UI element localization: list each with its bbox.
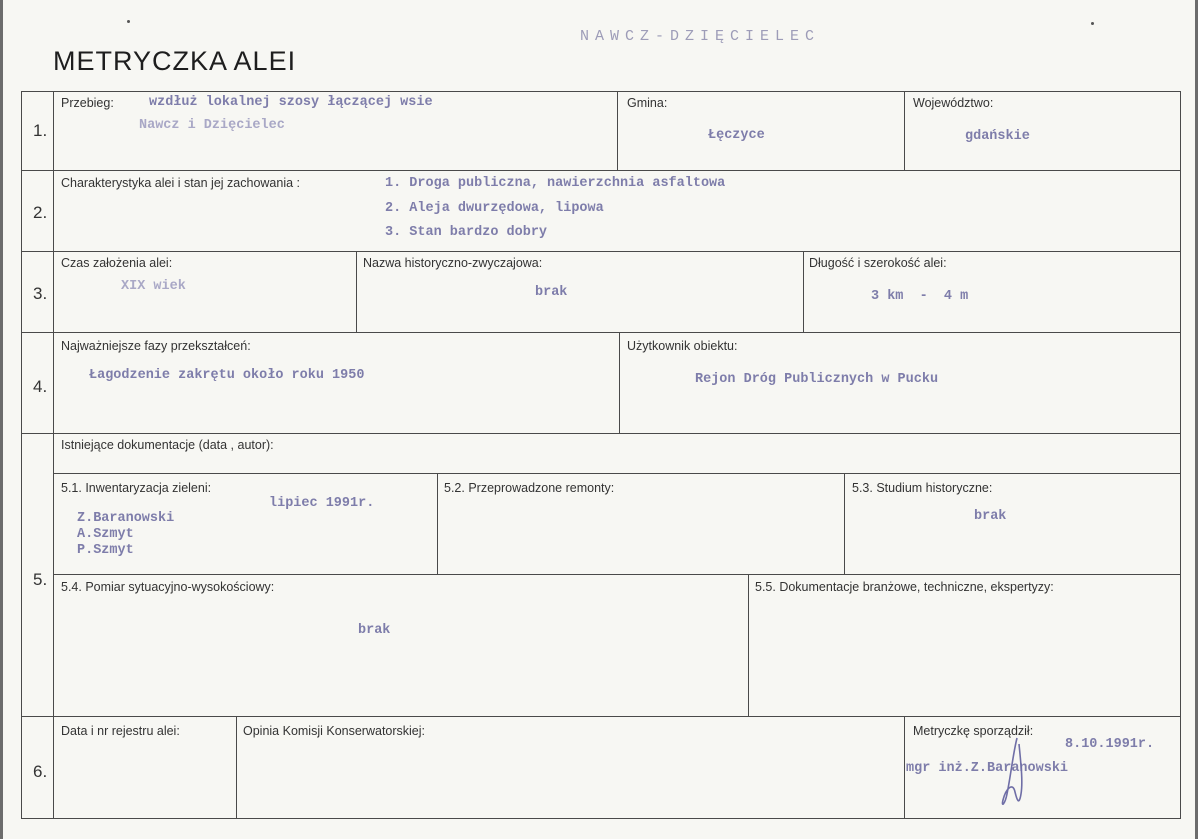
rule-row6-v1	[236, 716, 237, 818]
rule-bottom	[21, 818, 1181, 819]
charakterystyka-item-3: 3. Stan bardzo dobry	[385, 225, 548, 240]
przebieg-value-line1: wzdłuż lokalnej szosy łączącej wsie	[149, 95, 433, 110]
rule-row4-top	[21, 332, 1181, 333]
dlugosc-label: Długość i szerokość alei:	[809, 256, 947, 270]
s54-label: 5.4. Pomiar sytuacyjno-wysokościowy:	[61, 580, 275, 594]
mark-dot	[127, 20, 130, 23]
gmina-value: Łęczyce	[708, 128, 765, 143]
s51-author-3: P.Szmyt	[77, 543, 134, 558]
s52-label: 5.2. Przeprowadzone remonty:	[444, 481, 615, 495]
sporzadzil-label: Metryczkę sporządził:	[913, 724, 1034, 738]
rule-row5-sub1	[53, 473, 1181, 474]
przebieg-value-line2: Nawcz i Dzięcielec	[139, 118, 285, 133]
mark-dot	[1091, 22, 1094, 25]
signature-mark	[997, 734, 1037, 814]
s51-author-1: Z.Baranowski	[77, 511, 175, 526]
s53-value: brak	[974, 509, 1007, 524]
wojewodztwo-value: gdańskie	[965, 129, 1030, 144]
rule-number-column	[53, 91, 54, 818]
nazwa-label: Nazwa historyczno-zwyczajowa:	[363, 256, 543, 270]
rule-row5-v2	[844, 473, 845, 574]
rule-row5-v3	[748, 574, 749, 716]
rule-row6-top	[21, 716, 1181, 717]
rule-row5-v1	[437, 473, 438, 574]
page-title: METRYCZKA ALEI	[53, 46, 297, 76]
gmina-label: Gmina:	[627, 96, 668, 110]
przebieg-label: Przebieg:	[61, 96, 114, 110]
rule-row3-v1	[356, 251, 357, 332]
rule-right	[1180, 91, 1181, 818]
s51-date: lipiec 1991r.	[269, 496, 375, 511]
opinia-label: Opinia Komisji Konserwatorskiej:	[243, 724, 426, 738]
row-number: 6.	[33, 762, 48, 781]
rule-row1-v1	[617, 91, 618, 170]
charakterystyka-item-2: 2. Aleja dwurzędowa, lipowa	[385, 201, 604, 216]
uzytkownik-label: Użytkownik obiektu:	[627, 339, 738, 353]
wojewodztwo-label: Województwo:	[913, 96, 994, 110]
row-number: 3.	[33, 284, 48, 303]
charakterystyka-label: Charakterystyka alei i stan jej zachowania :	[61, 176, 301, 190]
s51-label: 5.1. Inwentaryzacja zieleni:	[61, 481, 212, 495]
dlugosc-value: 3 km - 4 m	[871, 289, 969, 304]
nazwa-value: brak	[535, 285, 568, 300]
sporzadzil-name: mgr inż.Z.Baranowski	[906, 761, 1069, 776]
rule-row3-v2	[803, 251, 804, 332]
rule-row5-sub2	[53, 574, 1181, 575]
alley-name: NAWCZ-DZIĘCIELEC	[580, 28, 821, 45]
rule-row6-v2	[904, 716, 905, 818]
s55-label: 5.5. Dokumentacje branżowe, techniczne, ekspertyzy:	[755, 580, 1054, 594]
s53-label: 5.3. Studium historyczne:	[852, 481, 993, 495]
charakterystyka-item-1: 1. Droga publiczna, nawierzchnia asfaltowa	[385, 176, 726, 191]
rule-left	[21, 91, 22, 818]
czas-label: Czas założenia alei:	[61, 256, 173, 270]
s54-value: brak	[358, 623, 391, 638]
czas-value: XIX wiek	[121, 279, 186, 294]
rule-row5-top	[21, 433, 1181, 434]
row-number: 4.	[33, 377, 48, 396]
rule-row2-top	[21, 170, 1181, 171]
rule-row1-top	[21, 91, 1181, 92]
sporzadzil-date: 8.10.1991r.	[1065, 737, 1155, 752]
dokumentacje-label: Istniejące dokumentacje (data , autor):	[61, 438, 274, 452]
row-number: 1.	[33, 121, 48, 140]
s51-author-2: A.Szmyt	[77, 527, 134, 542]
fazy-label: Najważniejsze fazy przekształceń:	[61, 339, 251, 353]
rule-row1-v2	[904, 91, 905, 170]
rule-row3-top	[21, 251, 1181, 252]
row-number: 2.	[33, 203, 48, 222]
uzytkownik-value: Rejon Dróg Publicznych w Pucku	[695, 372, 939, 387]
row-number: 5.	[33, 570, 48, 589]
fazy-value: Łagodzenie zakrętu około roku 1950	[89, 368, 365, 383]
rejestr-label: Data i nr rejestru alei:	[61, 724, 180, 738]
rule-row4-v1	[619, 332, 620, 433]
